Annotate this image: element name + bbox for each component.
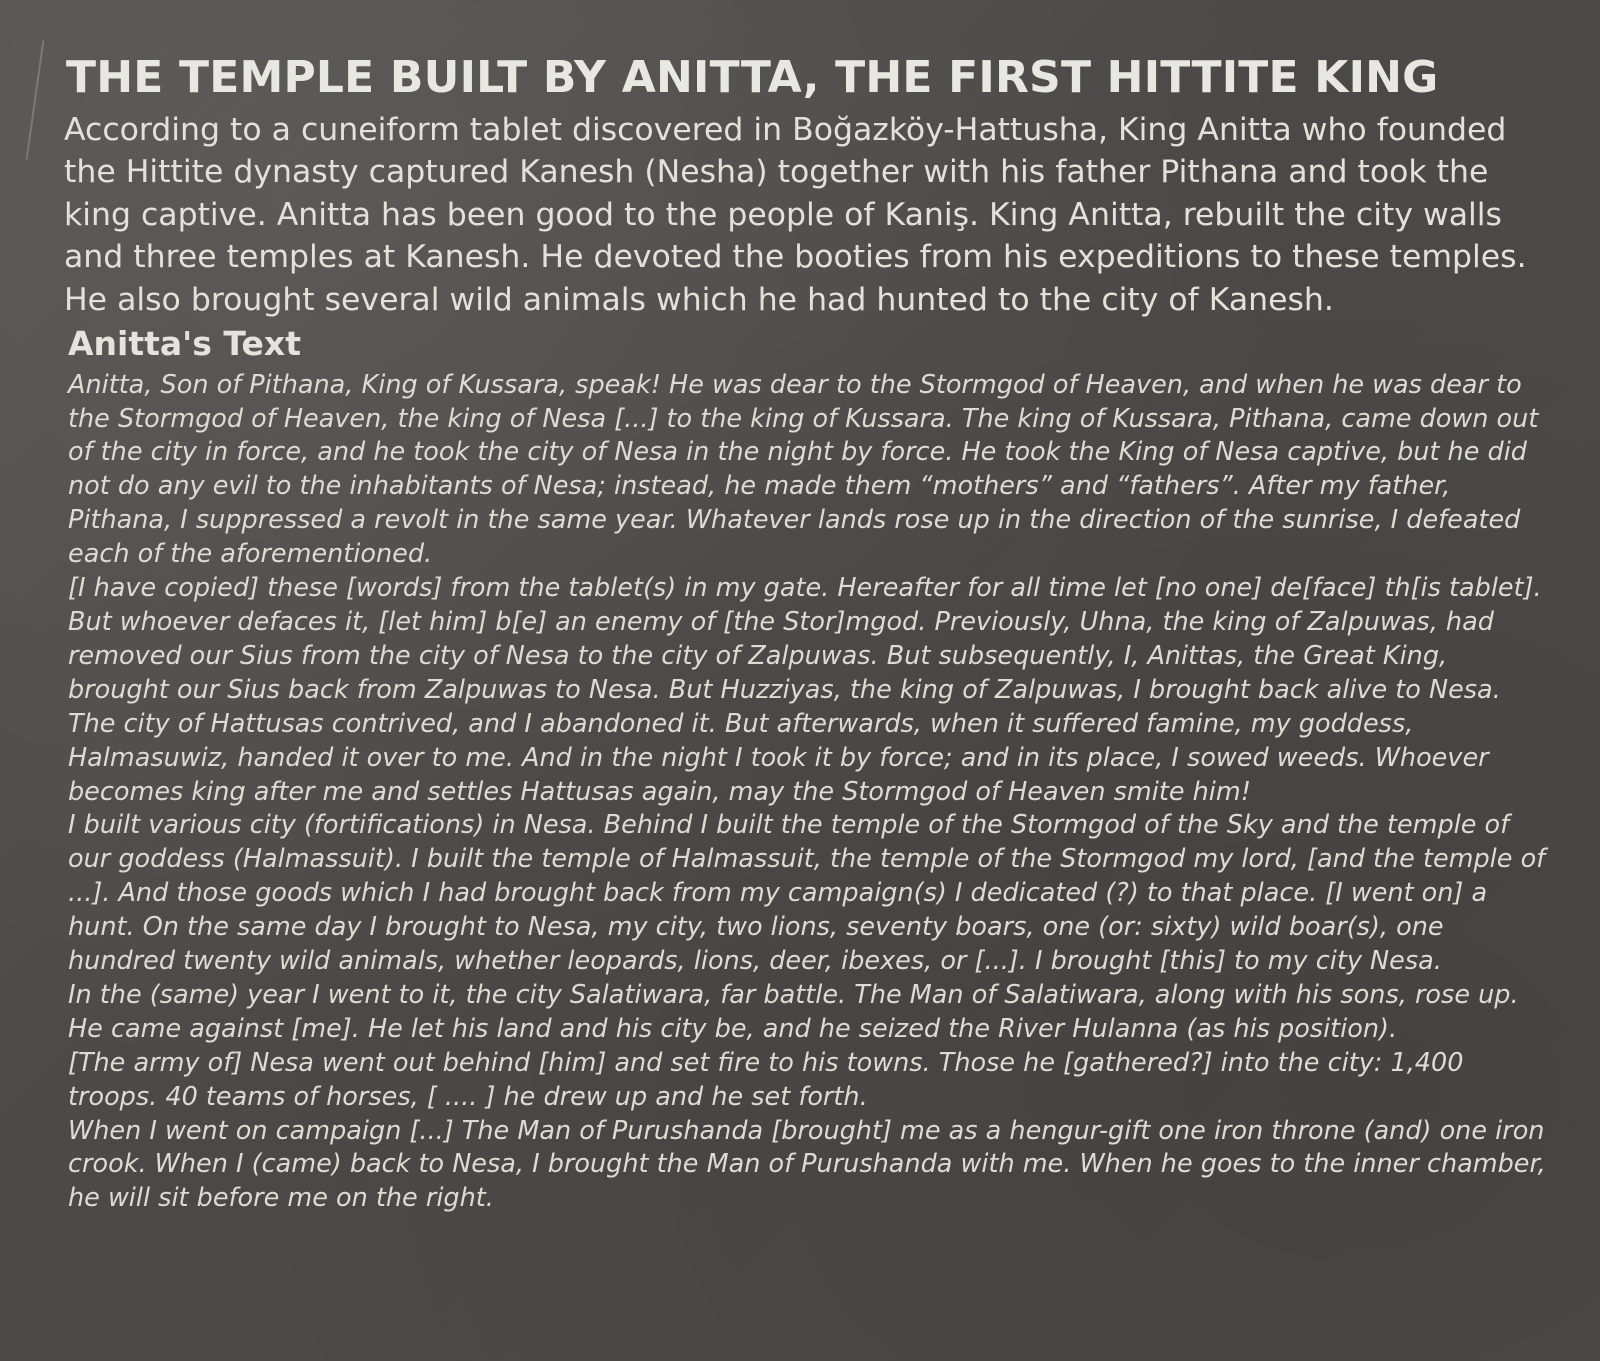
text-paragraph: Anitta, Son of Pithana, King of Kussara, speak! He was dear to the Stormgod of Heaven, and when he was dear to the Stormgod of Heaven, the king of Nesa [...] to the king of Kussara. The king of Kussara, Pithana, came down out of the city in force, and he took the city of Nesa in the night by force. He took the King of Nesa captive, but he did not do any evil to the inhabitants of Nesa; instead, he made them “mothers” and “fathers”. After my father, Pithana, I suppressed a revolt in the same year. Whatever lands rose up in the direction of the sunrise, I defeated each of the aforementioned. — [68, 369, 1539, 570]
text-paragraph: In the (same) year I went to it, the city Salatiwara, far battle. The Man of Salatiwara, along with his sons, rose up. He came against [me]. He let his land and his city be, and he seized the River Hulanna (as his position). — [68, 979, 1519, 1044]
text-paragraph: I built various city (fortifications) in Nesa. Behind I built the temple of the Stormgod of the Sky and the temple of our goddess (Halmassuit). I built the temple of Halmassuit, the temple of the Stormgod my lord, [and the temple of ...]. And those goods which I had brought back from my campaign(s) I dedicated (?) to that place. [I went on] a hunt. On the same day I brought to Nesa, my city, two lions, seventy boars, one (or: sixty) wild boar(s), one hundred twenty wild animals, whether leopards, lions, deer, ibexes, or [...]. I brought [this] to my city Nesa. — [68, 810, 1546, 977]
anitta-text — [68, 369, 1552, 1217]
plaque-title: THE TEMPLE BUILT BY ANITTA, THE FIRST HITTITE KING — [66, 52, 1439, 103]
section-heading: Anitta's Text — [68, 324, 301, 364]
plaque-content — [62, 52, 1552, 1216]
surface-scratch — [26, 40, 45, 159]
text-paragraph: The city of Hattusas contrived, and I abandoned it. But afterwards, when it suffered famine, my goddess, Halmasuwiz, handed it over to me. And in the night I took it by force; and in its place, I sowed weeds. Whoever becomes king after me and settles Hattusas again, may the Stormgod of Heaven smite him! — [68, 708, 1489, 807]
text-paragraph: [The army of] Nesa went out behind [him] and set fire to his towns. Those he [gathered?] into the city: 1,400 troops. 40 teams of horses, [ .... ] he drew up and he set forth. — [68, 1047, 1464, 1112]
text-paragraph: [I have copied] these [words] from the tablet(s) in my gate. Hereafter for all time let [no one] de[face] th[is tablet]. But whoever defaces it, [let him] b[e] an enemy of [the Stor]mgod. Previously, Uhna, the king of Zalpuwas, had removed our Sius from the city of Nesa to the city of Zalpuwas. But subsequently, I, Anittas, the Great King, brought our Sius back from Zalpuwas to Nesa. But Huzziyas, the king of Zalpuwas, I brought back alive to Nesa. — [68, 573, 1542, 705]
text-paragraph: When I went on campaign [...] The Man of Purushanda [brought] me as a hengur-gift one iron throne (and) one iron crook. When I (came) back to Nesa, I brought the Man of Purushanda with me. When he goes to the inner chamber, he will sit before me on the right. — [68, 1115, 1546, 1214]
intro-paragraph: According to a cuneiform tablet discovered in Boğazköy-Hattusha, King Anitta who founded the Hittite dynasty captured Kanesh (Nesha) together with his father Pithana and took the king captive. Anitta has been good to the people of Kaniş. King Anitta, rebuilt the city walls and three temples at Kanesh. He devoted the booties from his expeditions to these temples. He also brought several wild animals which he had hunted to the city of Kanesh. — [64, 111, 1527, 318]
